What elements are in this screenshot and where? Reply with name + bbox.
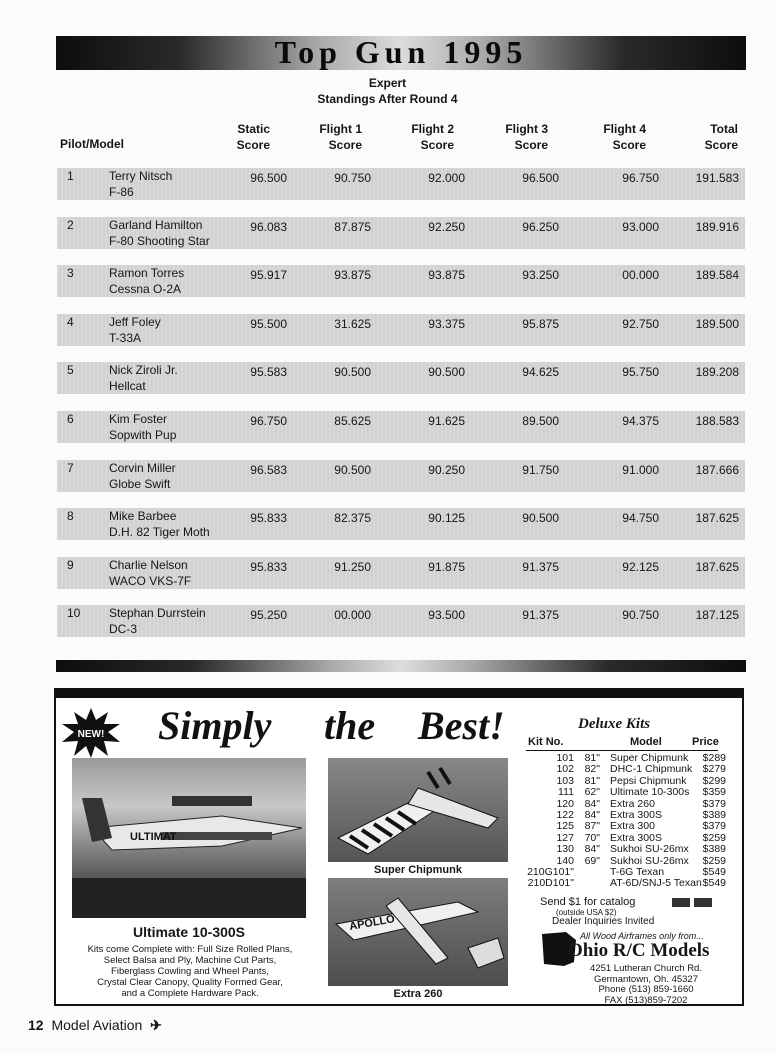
kit-model: Extra 260 xyxy=(610,797,655,810)
company-name: Ohio R/C Models xyxy=(568,940,710,961)
static-score-cell: 96.750 xyxy=(250,414,287,428)
kit-model: T-6G Texan xyxy=(610,866,665,878)
f3-score-cell: 89.500 xyxy=(522,414,559,428)
f3-score-cell: 91.375 xyxy=(522,608,559,623)
company-address: 4251 Lutheran Church Rd. Germantown, Oh. 45327 Phone (513) 859-1660 FAX (513)859-7202 xyxy=(590,963,702,1006)
f3-score-cell: 96.250 xyxy=(522,219,559,234)
f3-score-cell: 94.625 xyxy=(522,365,559,380)
table-row xyxy=(57,265,745,297)
f2-score-cell: 92.000 xyxy=(428,171,465,185)
rank-cell: 7 xyxy=(67,460,74,475)
f2-score-cell: 91.875 xyxy=(428,559,465,574)
static-score-cell: 95.833 xyxy=(250,511,287,526)
total-score-cell: 188.583 xyxy=(695,414,739,428)
extra260-caption: Extra 260 xyxy=(393,988,443,1000)
chipmunk-caption: Super Chipmunk xyxy=(373,864,462,876)
kit-row xyxy=(526,798,726,810)
kit-price: $359 xyxy=(702,786,726,799)
total-score-cell: 189.916 xyxy=(695,219,739,234)
model-cell: WACO VKS-7F xyxy=(109,573,192,588)
magazine-name: Model Aviation xyxy=(51,1017,143,1033)
rank-cell: 9 xyxy=(67,557,74,572)
f4-score-cell: 91.000 xyxy=(622,462,659,477)
model-cell: F-80 Shooting Star xyxy=(109,233,210,248)
f2-score-cell: 91.625 xyxy=(428,414,465,428)
f2-score-cell: 93.500 xyxy=(428,608,465,623)
static-score-cell: 95.500 xyxy=(250,316,287,331)
total-score-cell: 189.500 xyxy=(695,316,739,331)
divider-bar xyxy=(56,660,746,672)
col-flight1: Flight 1 Score xyxy=(319,122,362,152)
f4-score-cell: 00.000 xyxy=(622,268,659,283)
f1-score-cell: 85.625 xyxy=(334,414,371,428)
rank-cell: 1 xyxy=(67,169,74,183)
kit-model: Super Chipmunk xyxy=(610,752,689,764)
chipmunk-photo xyxy=(328,758,508,862)
kit-price: $279 xyxy=(702,763,726,776)
table-row xyxy=(57,411,745,443)
f3-score-cell: 91.750 xyxy=(522,462,559,477)
deluxe-kits-title: Deluxe Kits xyxy=(578,716,651,732)
f2-score-cell: 92.250 xyxy=(428,219,465,234)
kit-model: Extra 300S xyxy=(610,831,662,844)
kit-row xyxy=(526,877,726,889)
rank-cell: 3 xyxy=(67,266,74,281)
visa-icon xyxy=(694,898,712,907)
ad-top-border xyxy=(56,690,742,698)
kit-number: 122 xyxy=(556,809,574,821)
kit-row xyxy=(526,866,726,878)
kit-price: $549 xyxy=(702,877,726,890)
kit-model: Extra 300 xyxy=(610,820,655,833)
kit-number: 130 xyxy=(556,843,574,856)
total-score-cell: 189.208 xyxy=(695,365,739,380)
model-cell: Globe Swift xyxy=(109,476,171,491)
kit-price: $389 xyxy=(702,843,726,856)
extra260-plane-icon xyxy=(328,878,508,986)
table-row xyxy=(57,314,745,346)
total-score-cell: 191.583 xyxy=(695,171,739,185)
table-row xyxy=(57,168,745,200)
col-static: Static Score xyxy=(236,122,270,152)
total-score-cell: 187.625 xyxy=(695,559,739,574)
col-flight3: Flight 3 Score xyxy=(505,122,548,152)
kit-row xyxy=(526,809,726,821)
rank-cell: 2 xyxy=(67,217,74,232)
f4-score-cell: 94.375 xyxy=(622,414,659,428)
f1-score-cell: 87.875 xyxy=(334,219,371,234)
title-banner xyxy=(56,36,746,70)
total-score-cell: 187.125 xyxy=(695,608,739,623)
total-score-cell: 189.584 xyxy=(695,268,739,283)
f3-score-cell: 95.875 xyxy=(522,316,559,331)
pilot-cell: Ramon Torres xyxy=(109,266,185,281)
kit-number: 103 xyxy=(556,774,574,787)
kit-price: $549 xyxy=(702,866,726,878)
extra260-photo xyxy=(328,878,508,986)
static-score-cell: 96.500 xyxy=(250,171,287,185)
catalog-offer: Send $1 for catalog xyxy=(540,896,636,908)
kit-size: 82" xyxy=(584,763,600,776)
kit-price: $389 xyxy=(702,809,726,821)
kit-number: 101 xyxy=(556,752,574,764)
svg-text:ULTIMAT: ULTIMAT xyxy=(130,831,177,843)
kit-price: $289 xyxy=(702,752,726,764)
page-number: 12 xyxy=(28,1017,44,1033)
rank-cell: 8 xyxy=(67,509,74,524)
kit-contents-text: Kits come Complete with: Full Size Rolled Plans, Select Balsa and Ply, Machine Cut Parts, Fiberglass Cowling and Wheel Pants, Crystal Clear Canopy, Quality Formed Gear, and a Complete Hardware Pack. xyxy=(87,944,293,999)
f3-score-cell: 90.500 xyxy=(522,511,559,526)
model-cell: Sopwith Pup xyxy=(109,428,177,442)
total-score-cell: 187.666 xyxy=(695,462,739,477)
kit-number: 111 xyxy=(558,786,574,799)
static-score-cell: 95.917 xyxy=(250,268,287,283)
col-flight4: Flight 4 Score xyxy=(603,122,646,152)
kit-size: 81" xyxy=(584,774,600,787)
kit-model: Extra 300S xyxy=(610,809,662,821)
f4-score-cell: 92.125 xyxy=(622,559,659,574)
f3-score-cell: 91.375 xyxy=(522,559,559,574)
pilot-cell: Kim Foster xyxy=(109,412,168,426)
headline-best: Best! xyxy=(418,703,505,748)
f2-score-cell: 93.875 xyxy=(428,268,465,283)
model-cell: Hellcat xyxy=(109,379,146,394)
standings-heading: Standings After Round 4 xyxy=(317,92,458,106)
ultimate-caption: Ultimate 10-300S xyxy=(132,924,246,940)
pilot-cell: Charlie Nelson xyxy=(109,557,188,572)
ultimate-photo xyxy=(72,758,306,918)
kit-size: 84" xyxy=(584,797,600,810)
f4-score-cell: 93.000 xyxy=(622,219,659,234)
kit-model-header: Model xyxy=(630,736,662,748)
dealer-inquiries: Dealer Inquiries Invited xyxy=(552,916,655,927)
table-row xyxy=(57,605,745,637)
kit-number: 125 xyxy=(556,820,574,833)
f1-score-cell: 91.250 xyxy=(334,559,371,574)
f4-score-cell: 92.750 xyxy=(622,316,659,331)
static-score-cell: 96.583 xyxy=(250,462,287,477)
f4-score-cell: 96.750 xyxy=(622,171,659,185)
kit-row xyxy=(526,855,726,867)
headline-simply: Simply xyxy=(158,703,272,748)
rank-cell: 10 xyxy=(67,606,81,621)
table-row xyxy=(57,508,745,540)
f3-score-cell: 96.500 xyxy=(522,171,559,185)
kit-number: 210D101" xyxy=(527,877,574,890)
kit-price: $259 xyxy=(702,854,726,867)
tagline: All Wood Airframes only from... xyxy=(580,931,704,941)
model-cell: F-86 xyxy=(109,185,134,199)
table-row xyxy=(57,557,745,589)
airplane-icon: ✈ xyxy=(150,1017,162,1033)
kit-number: 102 xyxy=(556,763,574,776)
page-title: Top Gun 1995 xyxy=(274,34,528,70)
model-cell: DC-3 xyxy=(109,622,138,637)
kit-size: 87" xyxy=(584,820,600,833)
model-cell: T-33A xyxy=(109,330,142,345)
rank-cell: 4 xyxy=(67,314,74,329)
kit-model: Sukhoi SU-26mx xyxy=(610,854,689,867)
kit-model: Pepsi Chipmunk xyxy=(610,774,687,787)
catalog-note: (outside USA $2) xyxy=(556,908,617,917)
f3-score-cell: 93.250 xyxy=(522,268,559,283)
rank-cell: 6 xyxy=(67,412,74,426)
kit-size: 84" xyxy=(584,809,600,821)
pilot-cell: Stephan Durrstein xyxy=(109,606,206,621)
kit-row xyxy=(526,775,726,787)
kit-row xyxy=(526,763,726,775)
advertisement xyxy=(54,688,744,1006)
kit-row xyxy=(526,786,726,798)
kit-number: 127 xyxy=(556,831,574,844)
pilot-cell: Jeff Foley xyxy=(109,314,161,329)
f1-score-cell: 82.375 xyxy=(334,511,371,526)
kit-size: 70" xyxy=(584,831,600,844)
kit-size: 62" xyxy=(584,786,600,799)
class-heading: Expert xyxy=(368,76,407,90)
rank-cell: 5 xyxy=(67,363,74,378)
f1-score-cell: 93.875 xyxy=(334,268,371,283)
static-score-cell: 96.083 xyxy=(250,219,287,234)
kit-price-header: Price xyxy=(692,736,719,748)
table-row xyxy=(57,460,745,492)
kit-row xyxy=(526,752,726,764)
table-row xyxy=(57,217,745,249)
new-badge: NEW! xyxy=(77,729,105,740)
kit-model: Ultimate 10-300s xyxy=(610,786,690,799)
kit-size: 84" xyxy=(584,843,600,856)
headline-the: the xyxy=(324,703,376,748)
f2-score-cell: 90.125 xyxy=(428,511,465,526)
f1-score-cell: 31.625 xyxy=(334,316,371,331)
page-footer xyxy=(28,1017,162,1034)
f4-score-cell: 90.750 xyxy=(622,608,659,623)
f4-score-cell: 95.750 xyxy=(622,365,659,380)
col-total: Total Score xyxy=(704,122,738,152)
kit-row xyxy=(526,820,726,832)
static-score-cell: 95.250 xyxy=(250,608,287,623)
pilot-cell: Nick Ziroli Jr. xyxy=(109,363,178,378)
pilot-cell: Corvin Miller xyxy=(109,460,176,475)
kit-header-rule xyxy=(526,750,718,751)
col-flight2: Flight 2 Score xyxy=(411,122,454,152)
f2-score-cell: 90.250 xyxy=(428,462,465,477)
col-pilot-model: Pilot/Model xyxy=(60,137,124,151)
f2-score-cell: 93.375 xyxy=(428,316,465,331)
model-cell: Cessna O-2A xyxy=(109,282,182,297)
f2-score-cell: 90.500 xyxy=(428,365,465,380)
kit-price: $299 xyxy=(702,774,726,787)
kit-row xyxy=(526,843,726,855)
pilot-cell: Mike Barbee xyxy=(109,509,177,524)
f4-score-cell: 94.750 xyxy=(622,511,659,526)
kit-model: Sukhoi SU-26mx xyxy=(610,843,689,856)
kit-price: $259 xyxy=(702,831,726,844)
kit-no-header: Kit No. xyxy=(528,736,564,748)
f1-score-cell: 90.500 xyxy=(334,365,371,380)
kit-row xyxy=(526,832,726,844)
mastercard-icon xyxy=(672,898,690,907)
pilot-cell: Terry Nitsch xyxy=(109,169,173,183)
f1-score-cell: 00.000 xyxy=(334,608,371,623)
kit-size: 81" xyxy=(584,752,600,764)
pilot-cell: Garland Hamilton xyxy=(109,217,203,232)
ultimate-plane-icon xyxy=(72,758,306,918)
kit-size: 69" xyxy=(584,854,600,867)
kit-number: 140 xyxy=(556,854,574,867)
kit-price: $379 xyxy=(702,797,726,810)
kit-number: 210G101" xyxy=(527,866,574,878)
table-row xyxy=(57,362,745,394)
model-cell: D.H. 82 Tiger Moth xyxy=(109,525,210,540)
kit-model: AT-6D/SNJ-5 Texan xyxy=(610,877,702,890)
kit-model: DHC-1 Chipmunk xyxy=(610,763,693,776)
f1-score-cell: 90.500 xyxy=(334,462,371,477)
total-score-cell: 187.625 xyxy=(695,511,739,526)
kit-number: 120 xyxy=(556,797,574,810)
f1-score-cell: 90.750 xyxy=(334,171,371,185)
new-starburst-icon xyxy=(62,708,120,758)
static-score-cell: 95.583 xyxy=(250,365,287,380)
static-score-cell: 95.833 xyxy=(250,559,287,574)
svg-text:APOLLO: APOLLO xyxy=(348,913,396,933)
kit-price: $379 xyxy=(702,820,726,833)
chipmunk-plane-icon xyxy=(328,758,508,862)
